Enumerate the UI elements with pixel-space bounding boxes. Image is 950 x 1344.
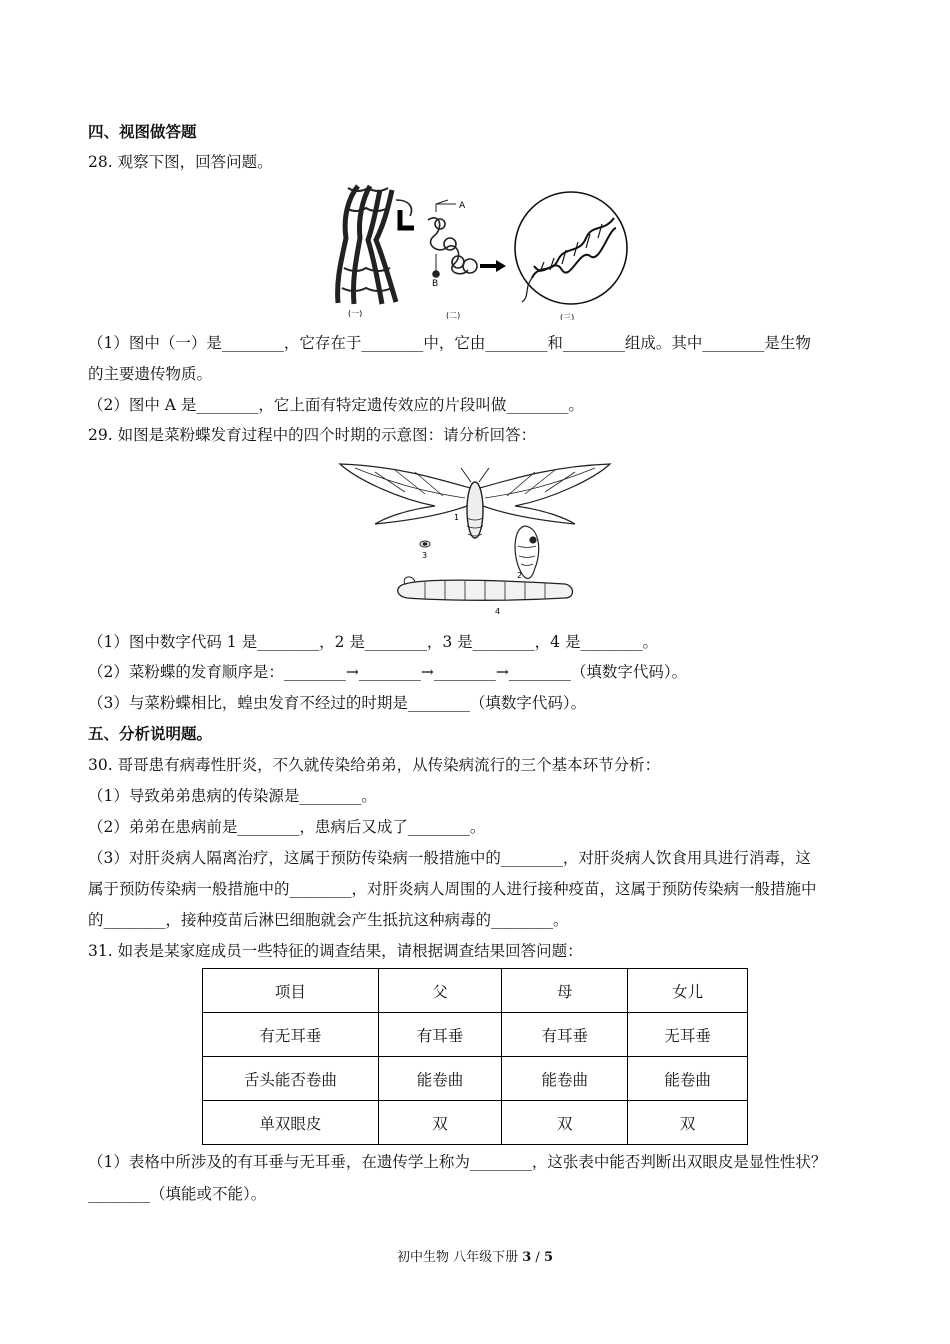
q30-part3-line3: 的________，接种疫苗后淋巴细胞就会产生抵抗这种病毒的________。 (88, 911, 569, 929)
q29-part3: （3）与菜粉蝶相比，蝗虫发育不经过的时期是________（填数字代码）。 (88, 694, 587, 712)
double-helix-drawing (522, 218, 616, 302)
table-cell: 能卷曲 (378, 1057, 502, 1101)
caption-fig3: (三) (560, 313, 575, 320)
footer-title: 初中生物 八年级下册 (396, 1250, 523, 1265)
label-1: 1 (454, 513, 460, 522)
table-header-cell: 母 (502, 969, 628, 1013)
footer-page-total: 5 (543, 1250, 553, 1265)
caption-fig2: (二) (446, 311, 461, 320)
label-3: 3 (422, 551, 428, 560)
table-row (203, 1013, 748, 1057)
question-28-stem: 28. 观察下图，回答问题。 (88, 153, 273, 171)
egg-drawing (420, 541, 430, 547)
table-cell: 有耳垂 (502, 1013, 628, 1057)
table-cell: 双 (628, 1101, 748, 1145)
adult-butterfly-drawing (340, 464, 610, 538)
table-cell: 无耳垂 (628, 1013, 748, 1057)
table-cell: 有耳垂 (378, 1013, 502, 1057)
section-heading: 五、分析说明题。 (88, 725, 213, 743)
page-footer (0, 1246, 950, 1265)
q30-part3-line2: 属于预防传染病一般措施中的________，对肝炎病人周围的人进行接种疫苗，这属于预防传染病一般措施中 (88, 880, 817, 898)
label-b: B (432, 279, 439, 289)
chromatin-drawing (428, 200, 477, 277)
footer-page-number: 3 (522, 1250, 532, 1265)
table-cell: 能卷曲 (502, 1057, 628, 1101)
q31-part1-line1: （1）表格中所涉及的有耳垂与无耳垂，在遗传学上称为________，这张表中能否判断出双眼皮是显性性状？ (88, 1153, 827, 1171)
table-cell: 舌头能否卷曲 (203, 1057, 379, 1101)
q29-part1: （1）图中数字代码 1 是________，2 是________，3 是________，4 是________。 (88, 633, 658, 651)
caption-fig1: (一) (348, 309, 363, 318)
q28-part1-line2: 的主要遗传物质。 (88, 365, 213, 383)
survey-table (202, 968, 748, 1145)
chromosome-dna-figure (318, 178, 630, 320)
label-2: 2 (517, 571, 523, 580)
q30-part1: （1）导致弟弟患病的传染源是________。 (88, 787, 377, 805)
table-header-row (203, 969, 748, 1013)
table-row (203, 1057, 748, 1101)
table-cell: 双 (502, 1101, 628, 1145)
question-30-stem: 30. 哥哥患有病毒性肝炎，不久就传染给弟弟，从传染病流行的三个基本环节分析： (88, 756, 661, 774)
butterfly-lifecycle-figure (335, 458, 615, 618)
table-cell: 能卷曲 (628, 1057, 748, 1101)
table-cell: 有无耳垂 (203, 1013, 379, 1057)
table-header-cell: 项目 (203, 969, 379, 1013)
q30-part3-line1: （3）对肝炎病人隔离治疗，这属于预防传染病一般措施中的________，对肝炎病人饮食用具进行消毒，这 (88, 849, 811, 867)
arrow-icon (496, 260, 506, 272)
section-heading: 四、视图做答题 (88, 123, 197, 141)
question-29-stem: 29. 如图是菜粉蝶发育过程中的四个时期的示意图：请分析回答： (88, 426, 537, 444)
q28-part2: （2）图中 A 是________，它上面有特定遗传效应的片段叫做________。 (88, 396, 584, 414)
q29-part2: （2）菜粉蝶的发育顺序是：________→________→________→________（填数字代码）。 (88, 663, 688, 681)
table-cell: 双 (378, 1101, 502, 1145)
question-31-stem: 31. 如表是某家庭成员一些特征的调查结果，请根据调查结果回答问题： (88, 942, 583, 960)
label-4: 4 (495, 607, 501, 616)
larva-drawing (398, 577, 573, 600)
table-header-cell: 父 (378, 969, 502, 1013)
q30-part2: （2）弟弟在患病前是________，患病后又成了________。 (88, 818, 486, 836)
table-header-cell: 女儿 (628, 969, 748, 1013)
dna-circle (515, 192, 627, 304)
chromosome-drawing (338, 186, 412, 304)
q28-part1-line1: （1）图中（一）是________，它存在于________中，它由________和________组成。其中________是生物 (88, 334, 811, 352)
table-cell: 单双眼皮 (203, 1101, 379, 1145)
table-row (203, 1101, 748, 1145)
footer-separator: / (531, 1250, 544, 1265)
label-a: A (459, 201, 466, 211)
q31-part1-line2: ________（填能或不能）。 (88, 1185, 267, 1203)
